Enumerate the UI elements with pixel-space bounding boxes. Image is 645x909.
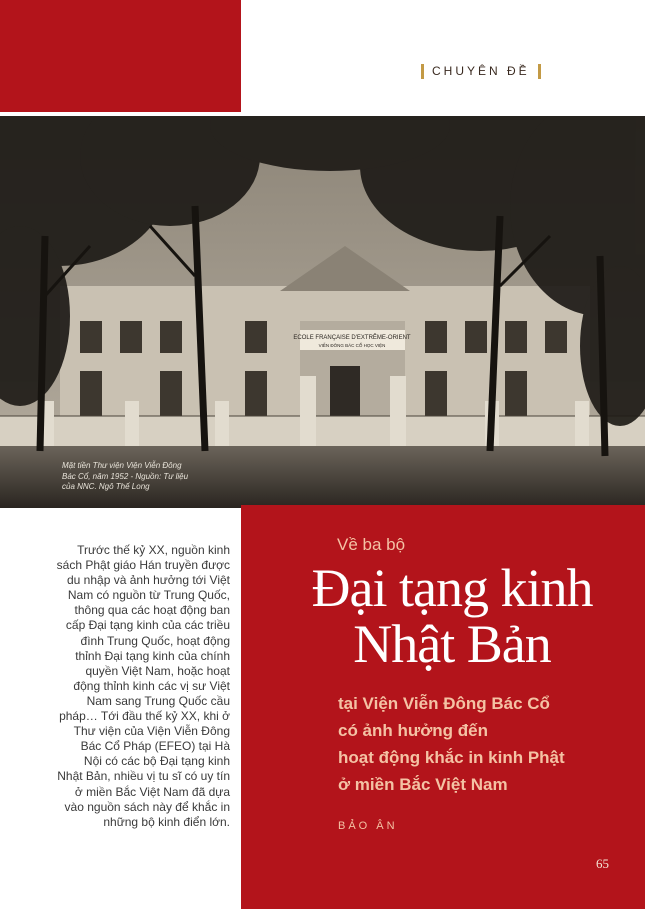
article-kicker: Về ba bộ [337,535,406,554]
author-byline: BẢO ÂN [338,820,398,832]
article-title [262,560,642,672]
intro-line: pháp… Tới đầu thế kỷ XX, khi ở [59,709,230,724]
intro-line: vào nguồn sách này để khắc in [64,799,230,814]
intro-line: sách Phật giáo Hán truyền được [56,558,230,573]
intro-line: du nhập và ảnh hưởng tới Việt [67,573,230,588]
subtitle-line: có ảnh hưởng đến [338,721,489,740]
intro-line: Nội có các bộ Đại tạng kinh [83,754,230,769]
intro-line: ở miền Bắc Việt Nam đã dựa [74,784,230,799]
caption-line: Mặt tiền Thư viện Viện Viễn Đông [62,461,182,470]
intro-line: thỉnh Đại tạng kinh của chính [75,648,230,663]
intro-line: quyền Việt Nam, hoặc hoạt [85,663,230,678]
caption-line: của NNC. Ngô Thế Long [62,482,150,491]
gold-bar-left [421,64,424,79]
intro-line: Trước thế kỷ XX, nguồn kinh [77,543,230,557]
photo-caption [62,461,222,493]
gold-bar-right [538,64,541,79]
subtitle-line: ở miền Bắc Việt Nam [338,775,508,794]
intro-line: thông qua các hoạt động ban [74,603,230,618]
intro-line: cấp Đại tạng kinh của các triều [65,618,230,633]
intro-paragraph [50,543,230,830]
sign-line1: ECOLE FRANÇAISE D'EXTRÊME-ORIENT [293,335,411,341]
intro-line: Nam có nguồn từ Trung Quốc, [67,588,230,603]
title-line: Đại tạng kinh [311,558,593,618]
intro-line: những bộ kinh điển lớn. [103,814,230,829]
red-corner-block [0,0,241,112]
intro-line: đình Trung Quốc, hoạt động [80,633,230,648]
subtitle-line: tại Viện Viễn Đông Bác Cổ [338,694,550,713]
caption-line: Bác Cổ, năm 1952 - Nguồn: Tư liệu [62,471,189,481]
intro-line: Bác Cổ Pháp (EFEO) tại Hà [80,739,230,754]
intro-line: Nhật Bản, nhiều vị tu sĩ có uy tín [57,769,230,784]
section-label-text: CHUYÊN ĐỀ [432,64,530,78]
page-number: 65 [596,856,609,871]
intro-line: Thư viện của Viện Viễn Đông [73,724,230,739]
section-label [421,59,601,83]
building-photo [0,116,645,508]
subtitle-line: hoạt động khắc in kinh Phật [338,748,565,767]
title-line: Nhật Bản [353,614,551,674]
sign-line2: VIỄN ĐÔNG BÁC CỔ HỌC VIỆN [318,343,386,348]
intro-line: Nam sang Trung Quốc cầu [86,693,230,708]
intro-line: động thỉnh kinh các vị sư Việt [73,678,230,693]
article-subtitle [338,690,628,798]
